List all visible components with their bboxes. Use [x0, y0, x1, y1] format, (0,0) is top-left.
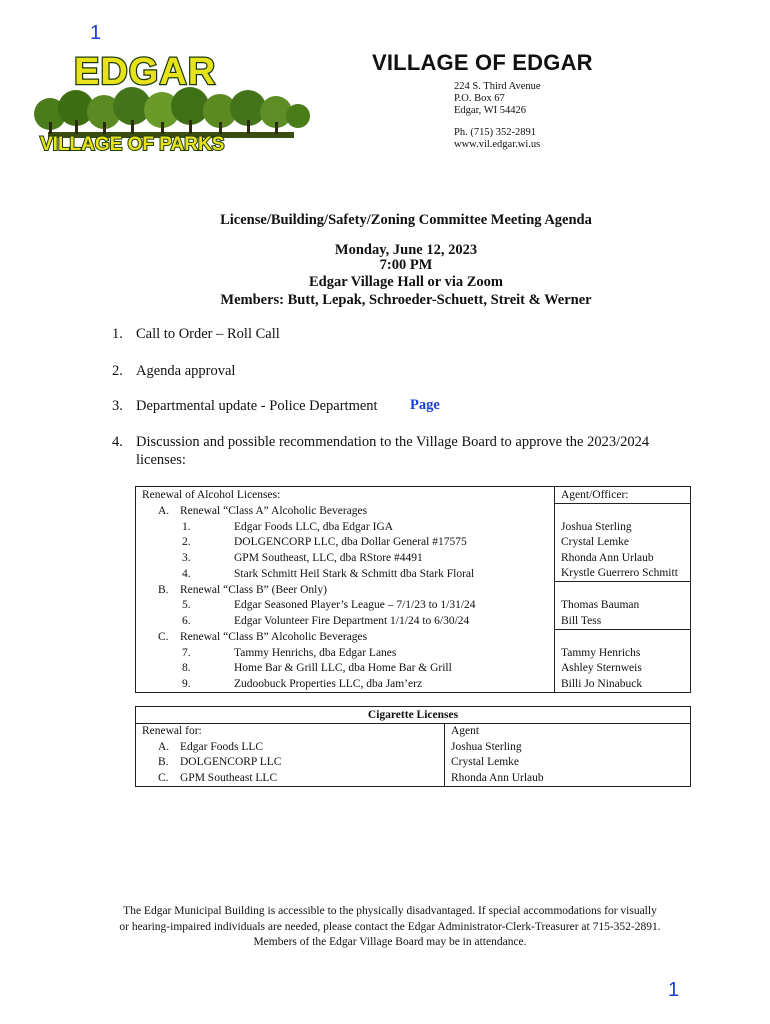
- accessibility-notice: [84, 904, 696, 951]
- entry-number: 5.: [182, 599, 191, 612]
- licensee-name: Edgar Foods LLC: [180, 740, 264, 753]
- agenda-item-1: [112, 326, 280, 343]
- license-cell: [136, 550, 555, 566]
- table-row: [136, 566, 691, 582]
- agent-cell: Billi Jo Ninabuck: [555, 676, 691, 692]
- licensee-name: DOLGENCORP LLC, dba Dollar General #17575: [234, 536, 467, 549]
- agenda-item-4-continued: licenses:: [136, 452, 186, 468]
- table-row: [136, 503, 691, 519]
- table-row: [136, 550, 691, 566]
- agenda-item-number: 3.: [112, 398, 123, 414]
- header-cell-renewal-for: Renewal for:: [136, 723, 445, 739]
- cigarette-license-table: [135, 706, 691, 787]
- phone-number: Ph. (715) 352-2891: [454, 127, 536, 138]
- table-header-row: [136, 487, 691, 504]
- table-row: [136, 629, 691, 645]
- section-letter: C.: [158, 631, 169, 643]
- section-letter: A.: [158, 505, 170, 517]
- licensee-name: DOLGENCORP LLC: [180, 756, 282, 769]
- entry-number: 9.: [182, 677, 191, 690]
- license-cell: [136, 739, 445, 755]
- agent-cell: Ashley Sternweis: [555, 661, 691, 677]
- edgar-logo: [30, 46, 312, 158]
- agenda-item-text: Discussion and possible recommendation to the Village Board to approve the 2023/2024: [136, 434, 650, 450]
- table-row: [136, 535, 691, 551]
- section-letter: B.: [158, 583, 169, 596]
- table-row: [136, 676, 691, 692]
- section-title: Renewal “Class A” Alcoholic Beverages: [180, 505, 368, 517]
- licensee-name: GPM Southeast LLC: [180, 771, 278, 784]
- footer-line: Members of the Edgar Village Board may be in attendance.: [253, 936, 527, 948]
- agent-cell: [555, 582, 691, 598]
- licensee-name: Tammy Henrichs, dba Edgar Lanes: [234, 646, 397, 659]
- agenda-item-text: Departmental update - Police Department: [136, 398, 378, 414]
- licensee-name: Edgar Foods LLC, dba Edgar IGA: [234, 520, 394, 533]
- tree-row-icon: [34, 87, 310, 138]
- table-row: [136, 645, 691, 661]
- agent-cell: Tammy Henrichs: [555, 645, 691, 661]
- entry-number: 3.: [182, 551, 191, 564]
- agent-cell: Crystal Lemke: [555, 535, 691, 551]
- table-row: [136, 770, 691, 786]
- agenda-item-3: [112, 398, 378, 415]
- license-cell: [136, 755, 445, 771]
- row-letter: A.: [158, 740, 170, 753]
- alcohol-license-table: [135, 486, 691, 693]
- agent-cell: Joshua Sterling: [445, 739, 691, 755]
- agent-cell: Thomas Bauman: [555, 598, 691, 614]
- agent-cell: Crystal Lemke: [445, 755, 691, 771]
- licensee-name: Edgar Seasoned Player’s League – 7/1/23 to 1/31/24: [234, 599, 476, 612]
- entry-number: 2.: [182, 536, 191, 549]
- license-cell: [136, 535, 555, 551]
- header-cell-renewal: Renewal of Alcohol Licenses:: [136, 487, 555, 504]
- agent-cell: Rhonda Ann Urlaub: [555, 550, 691, 566]
- license-cell: [136, 613, 555, 629]
- meeting-time: 7:00 PM: [379, 257, 433, 273]
- license-cell: [136, 629, 555, 645]
- entry-number: 1.: [182, 520, 191, 533]
- agenda-item-number: 1.: [112, 326, 123, 342]
- page-number-top: 1: [90, 22, 102, 44]
- cigarette-table-title: Cigarette Licenses: [136, 707, 691, 724]
- license-cell: [136, 582, 555, 598]
- address-line-3: Edgar, WI 54426: [454, 105, 526, 116]
- table-header-row: [136, 723, 691, 739]
- agenda-item-4: [112, 434, 649, 451]
- entry-number: 4.: [182, 567, 191, 580]
- table-row: [136, 739, 691, 755]
- meeting-date: Monday, June 12, 2023: [334, 242, 478, 258]
- police-report-page-link[interactable]: Page: [410, 397, 440, 413]
- page-number-bottom: 1: [668, 979, 680, 1001]
- license-cell: [136, 661, 555, 677]
- license-cell: [136, 770, 445, 786]
- section-title: Renewal “Class B” Alcoholic Beverages: [180, 631, 368, 643]
- row-letter: B.: [158, 756, 169, 769]
- agent-cell: Krystle Guerrero Schmitt: [555, 566, 691, 582]
- license-cell: [136, 645, 555, 661]
- license-cell: [136, 503, 555, 519]
- address-line-1: 224 S. Third Avenue: [454, 81, 541, 92]
- licensee-name: Zudoobuck Properties LLC, dba Jam’erz: [234, 677, 423, 690]
- table-row: [136, 598, 691, 614]
- meeting-location: Edgar Village Hall or via Zoom: [308, 274, 503, 290]
- logo-text-village-of-parks: VILLAGE OF PARKS: [40, 134, 225, 155]
- table-row: [136, 519, 691, 535]
- license-cell: [136, 598, 555, 614]
- section-title: Renewal “Class B” (Beer Only): [180, 583, 327, 596]
- address-line-2: P.O. Box 67: [454, 93, 505, 104]
- row-letter: C.: [158, 771, 169, 784]
- licensee-name: GPM Southeast, LLC, dba RStore #4491: [234, 551, 423, 564]
- meeting-members: Members: Butt, Lepak, Schroeder-Schuett, Streit & Werner: [220, 292, 592, 308]
- table-row: [136, 661, 691, 677]
- logo-text-edgar: EDGAR: [74, 51, 217, 93]
- agent-cell: [555, 629, 691, 645]
- agenda-item-text: Agenda approval: [136, 363, 236, 379]
- header-cell-agent: Agent/Officer:: [555, 487, 691, 504]
- table-row: [136, 613, 691, 629]
- agent-cell: Joshua Sterling: [555, 519, 691, 535]
- agent-cell: Bill Tess: [555, 613, 691, 629]
- agenda-item-text: Call to Order – Roll Call: [136, 326, 280, 342]
- agent-cell: Rhonda Ann Urlaub: [445, 770, 691, 786]
- agenda-item-2: [112, 363, 235, 380]
- license-cell: [136, 676, 555, 692]
- entry-number: 8.: [182, 662, 191, 675]
- table-row: [136, 582, 691, 598]
- footer-line: or hearing-impaired individuals are needed, please contact the Edgar Administrator-Clerk-Treasurer at 715-352-2891.: [119, 920, 661, 933]
- entry-number: 7.: [182, 646, 191, 659]
- village-title: VILLAGE OF EDGAR: [372, 50, 593, 75]
- agent-cell: [555, 503, 691, 519]
- header-cell-agent: Agent: [445, 723, 691, 739]
- license-cell: [136, 519, 555, 535]
- footer-line: The Edgar Municipal Building is accessible to the physically disadvantaged. If special accommodations for visually: [123, 905, 657, 917]
- cigarette-table-title-row: [136, 707, 691, 724]
- website-link[interactable]: www.vil.edgar.wi.us: [454, 139, 541, 150]
- licensee-name: Home Bar & Grill LLC, dba Home Bar & Grill: [234, 662, 452, 675]
- table-row: [136, 755, 691, 771]
- meeting-title: License/Building/Safety/Zoning Committee Meeting Agenda: [220, 212, 592, 228]
- agenda-item-number: 4.: [112, 434, 123, 450]
- licensee-name: Edgar Volunteer Fire Department 1/1/24 to 6/30/24: [234, 615, 470, 627]
- agenda-item-number: 2.: [112, 363, 123, 379]
- entry-number: 6.: [182, 615, 191, 627]
- licensee-name: Stark Schmitt Heil Stark & Schmitt dba Stark Floral: [234, 567, 475, 580]
- license-cell: [136, 566, 555, 582]
